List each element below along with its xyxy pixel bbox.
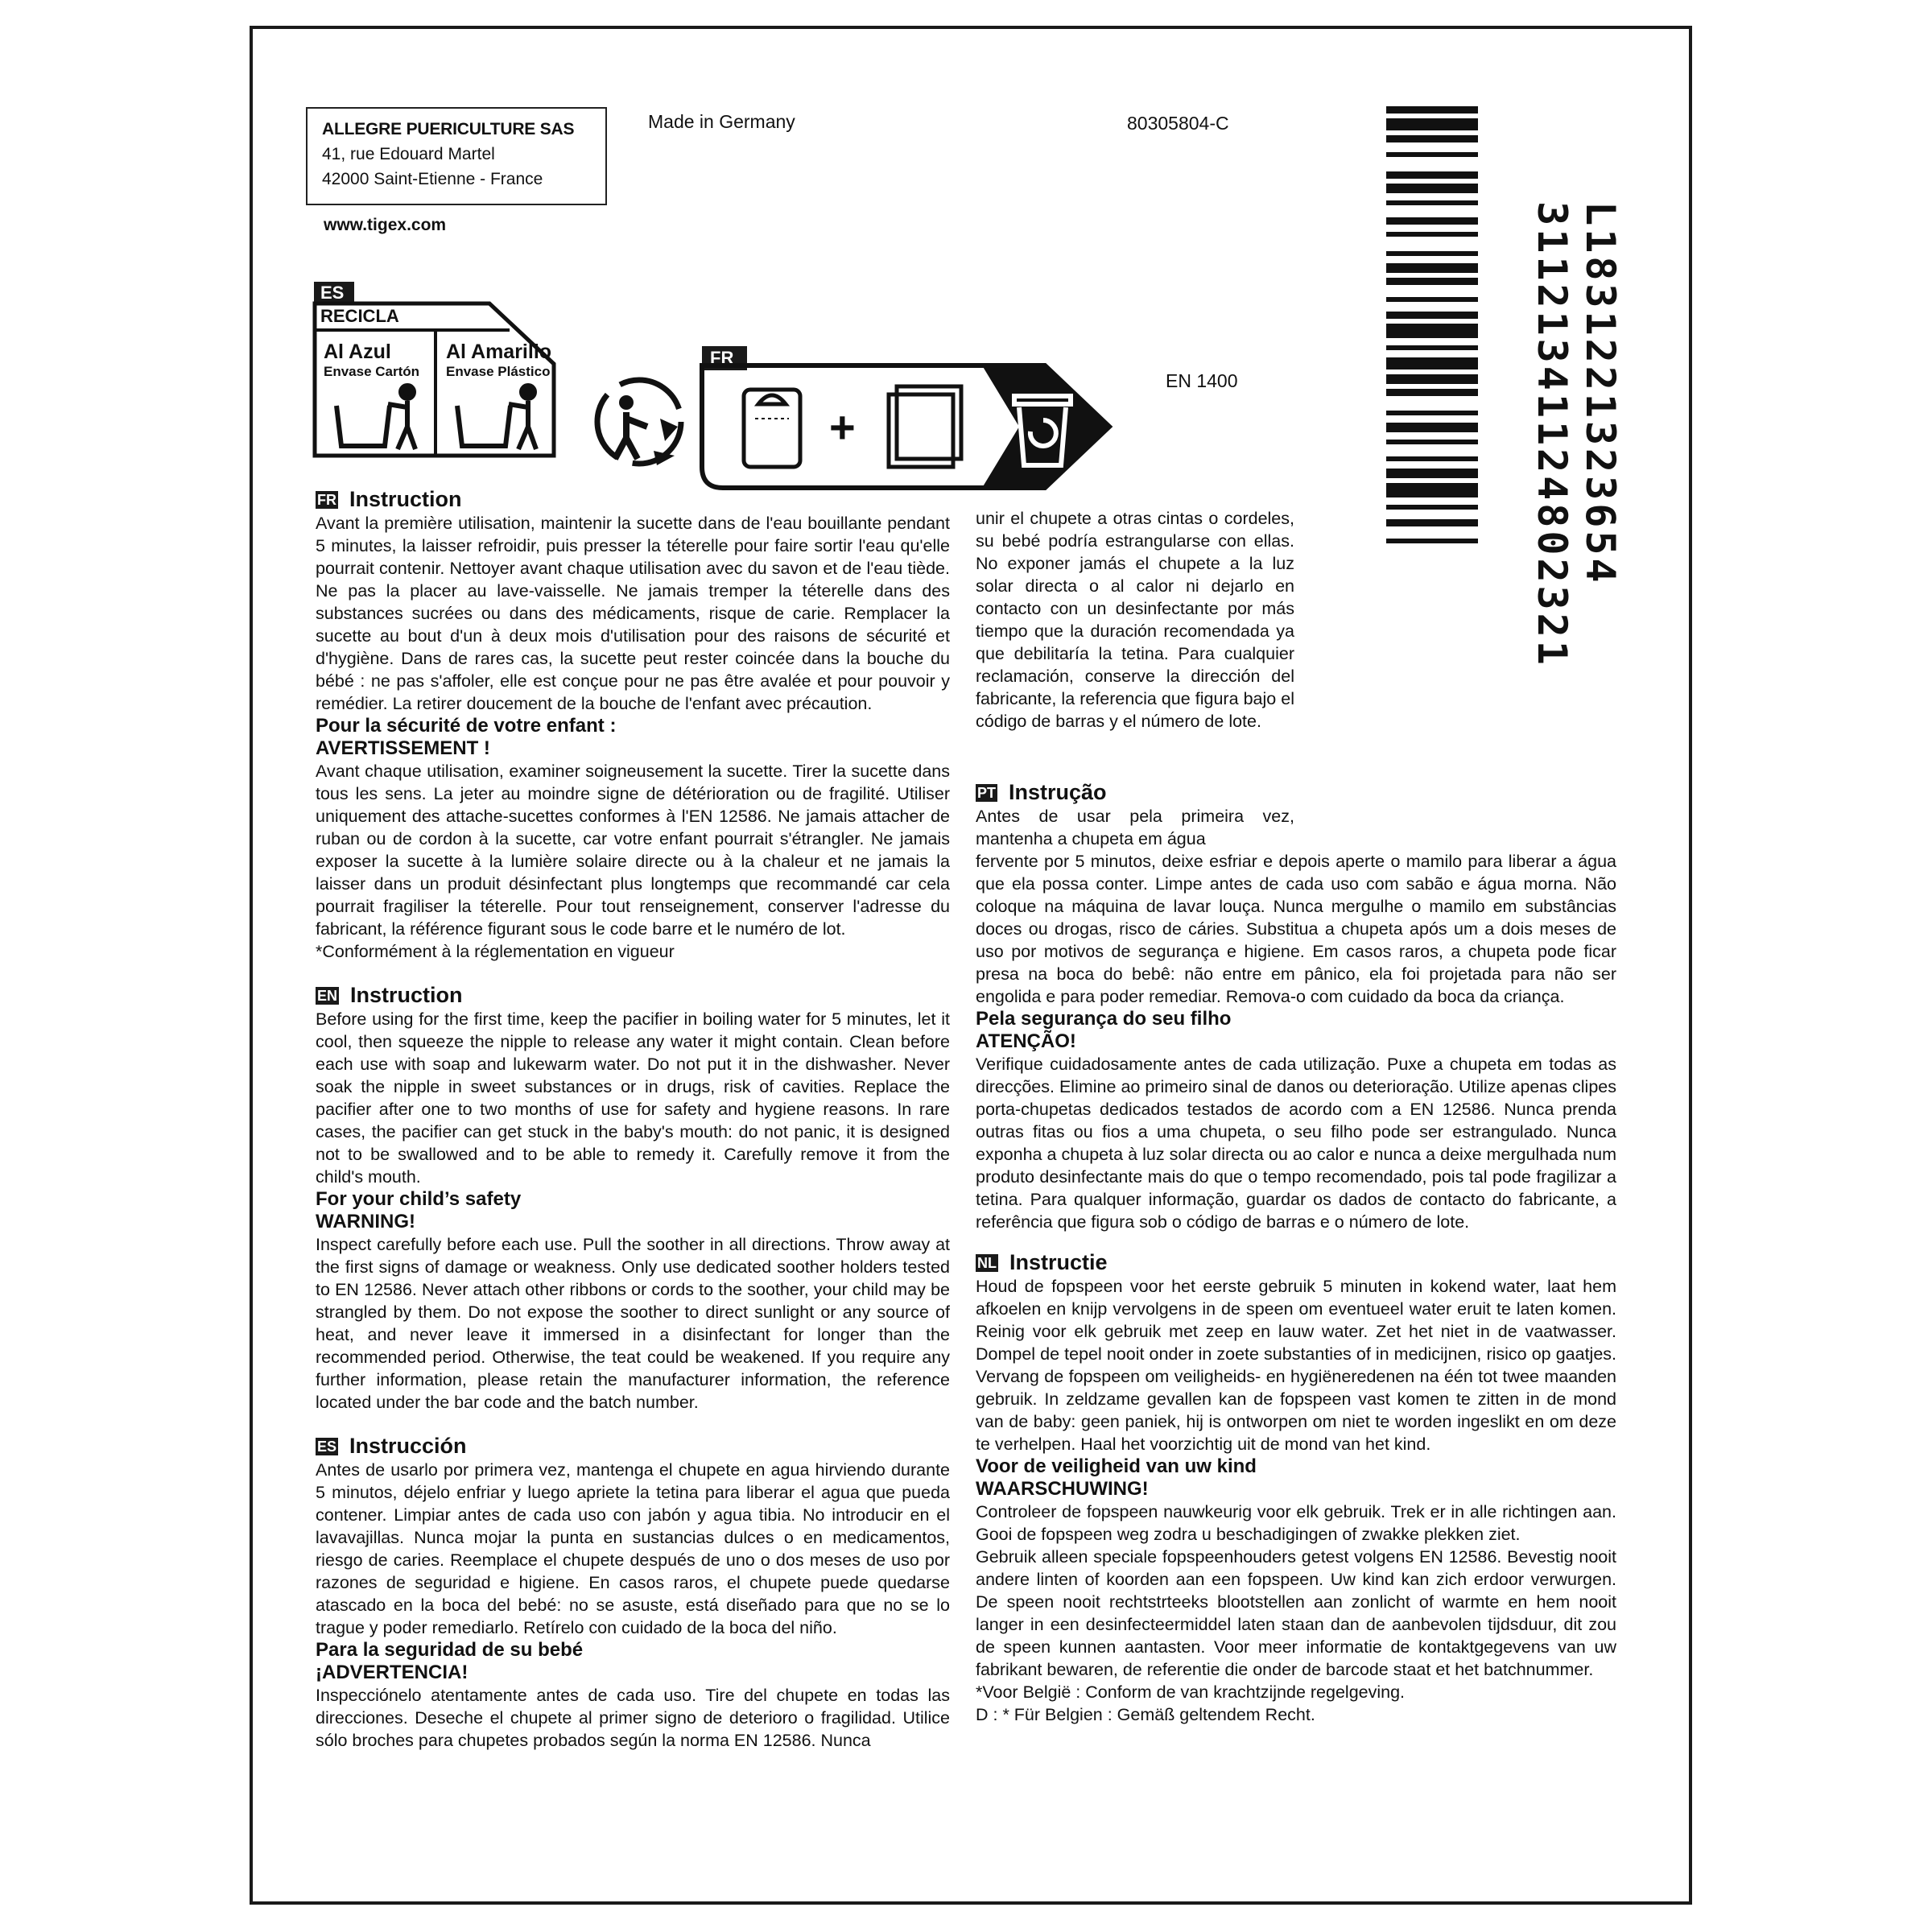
barcode-bar (1386, 483, 1478, 497)
al-amarillo-title: Al Amarillo (446, 341, 552, 363)
fr-safety: Pour la sécurité de votre enfant : (316, 715, 617, 737)
website[interactable]: www.tigex.com (324, 216, 447, 234)
en-instruction: Before using for the first time, keep the pacifier in boiling water for 5 minutes, let it cool, then squeeze the nipple to release any water it might contain. Clean before each use with soap and lukewarm water. Do not put it in the dishwasher. Never soak the nipple in sweet substances or in drugs, risk of cavities. Replace the pacifier after one to two months of use for safety and hygiene reasons. In rare cases, the pacifier can get stuck in the baby's mouth: do not panic, it is designed not to be swallowed and to be able to remedy it. Carefully remove it from the child's mouth. (316, 1009, 950, 1187)
barcode-bar (1386, 200, 1478, 205)
barcode-bar (1386, 389, 1478, 396)
fr-instruction: Avant la première utilisation, maintenir la sucette dans de l'eau bouillante pendant 5 minutes, la laisser refroidir, puis presser la téterelle pour faire sortir l'eau qu'elle pourrait contenir. Nettoyer avant chaque utilisation avec du savon et de l'eau tiède. Ne pas la placer au lave-vaisselle. Ne jamais tremper la téterelle dans des substances sucrées ou dans des médicaments, risque de carie. Remplacer la sucette au bout d'un à deux mois d'utilisation pour des raisons de sécurité et d'hygiène. Dans de rares cas, la sucette peut rester coincée dans la bouche du bébé : ne pas s'affoler, elle est conçue pour ne pas être avalée et pour pouvoir y remédier. La retirer doucement de la bouche de l'enfant avec précaution. (316, 514, 950, 713)
al-azul-sub: Envase Cartón (324, 364, 420, 379)
nl-warning-text-2: Gebruik alleen speciale fopspeenhouders getest volgens EN 12586. Bevestig nooit andere linten of koorden aan een fopspeen. Uw kind kan zich erdoor verwurgen. De speen nooit rechtstrteeks blootstellen aan zonlicht of warmte en hem nooit langer in een desinfecteermiddel laten staan dan de aanbevolen tijdsduur, dit zou de speen kunnen aantasten. Voor meer informatie de kontaktgegevens van uw fabrikant bewaren, de referentie die onder de barcode staat et het batchnummer. (976, 1547, 1616, 1679)
barcode-bar (1386, 456, 1478, 461)
barcode-bar (1386, 263, 1478, 273)
fr-badge: FR (317, 492, 336, 508)
barcode-bar (1386, 312, 1478, 319)
nl-instruction: Houd de fopspeen voor het eerste gebruik 5 minuten in kokend water, laat hem afkoelen en knijp vervolgens in de speen om eventueel water eruit te laten komen. Reinig voor elk gebruik met zeep en lauw water. Zet het niet in de vaatwasser. Dompel de tepel nooit onder in zoete substanties of in medicijnen, risico op gaatjes. Vervang de fopspeen om veiligheids- en hygiëneredenen na één tot twee maanden gebruik. In zeldzame gevallen kan de fopspeen vast komen te zitten in de mond van de baby: geen paniek, hij is ontworpen om niet te worden ingeslikt en om deze te verhelpen. Haal het voorzichtig uit de mond van het kind. (976, 1277, 1616, 1454)
al-azul-title: Al Azul (324, 341, 391, 363)
barcode-bar (1386, 232, 1478, 237)
company-street: 41, rue Edouard Martel (322, 145, 495, 163)
es-safety: Para la seguridad de su bebé (316, 1639, 584, 1661)
nl-footnote-be: *Voor België : Conform de van krachtzijnde regelgeving. (976, 1682, 1406, 1702)
nl-safety: Voor de veiligheid van uw kind (976, 1455, 1257, 1477)
norm-label: EN 1400 (1166, 370, 1238, 391)
es-badge: ES (317, 1439, 337, 1455)
nl-warning-text-1: Controleer de fopspeen nauwkeurig voor elk gebruik. Trek er in alle richtingen aan. Gooi de fopspeen weg zodra u beschadigingen of zwakke plekken ziet. (976, 1502, 1616, 1544)
pt-instruction-a: Antes de usar pela primeira vez, mantenha a chupeta em água (976, 807, 1294, 848)
es-warning: ¡ADVERTENCIA! (316, 1662, 469, 1683)
left-column (316, 486, 950, 1752)
barcode-bar (1386, 345, 1478, 350)
paper-wrapper-icon (744, 390, 800, 467)
es-continuation: unir el chupete a otras cintas o cordeles, su bebé podría estrangularse con ellas. No exponer jamás el chupete a la luz solar directa o al calor ni dejarlo en contacto con un desinfectante por más tiempo que la duración recomendada ya que debilitaría la tetina. Para cualquier reclamación, conserve la dirección del fabricante, la referencia que figura bajo el código de barras y el número de lote. (976, 509, 1294, 731)
barcode-bar (1386, 469, 1478, 478)
right-column (976, 779, 1616, 1726)
fr-warning: AVERTISSEMENT ! (316, 737, 490, 759)
triman-icon (588, 370, 692, 475)
lot-number-block (1513, 169, 1642, 700)
pt-warning-text: Verifique cuidadosamente antes de cada utilização. Puxe a chupeta em todas as direcções. Elimine ao primeiro sinal de danos ou deterioração. Utilize apenas clipes porta-chupetas dedicados testados de acordo com a EN 12586. Nunca prenda outras fitas ou fios a uma chupeta, o seu filho pode ser estrangulado. Nunca exponha a chupeta à luz solar directa ou ao calor e nunca a deixe mergulhada num produto desinfectante mais do que o tempo recomendado, pois tal pode fragilizar a tetina. Para qualquer informação, guardar os dados de contacto do fabricante, a referência que figura sob o código de barras e o número de lote. (976, 1055, 1616, 1232)
fr-recycle-bar (699, 362, 1117, 491)
barcode-bar (1386, 278, 1478, 285)
al-amarillo-sub: Envase Plástico (446, 364, 551, 379)
barcode-bar (1386, 505, 1478, 510)
barcode (1386, 106, 1478, 686)
pt-safety: Pela segurança do seu filho (976, 1008, 1232, 1030)
en-warning: WARNING! (316, 1211, 415, 1232)
barcode-bar (1386, 217, 1478, 225)
pt-heading: PT Instrução (977, 780, 1107, 804)
es-heading: ES Instrucción (317, 1434, 467, 1458)
lot-line-1: L1831221323654 (1577, 201, 1624, 586)
barcode-bar (1386, 324, 1478, 338)
nl-heading: NL Instructie (977, 1250, 1108, 1274)
fr-heading: FR Instruction (317, 487, 462, 511)
recicla-title: RECICLA (320, 306, 399, 326)
barcode-bar (1386, 423, 1478, 432)
barcode-bar (1386, 118, 1478, 130)
pt-badge: PT (977, 785, 997, 801)
barcode-bar (1386, 519, 1478, 526)
fr-recycle-badge: FR (702, 346, 747, 370)
es-recycle-badge: ES (314, 282, 354, 304)
en-warning-text: Inspect carefully before each use. Pull the soother in all directions. Throw away at the first signs of damage or weakness. Only use dedicated soother holders tested to EN 12586. Never attach other ribbons or cords to the soother, your child may be strangled by them. Do not expose the soother to direct sunlight or any source of heat, and never leave it immersed in a disinfectant for longer than the recommended period. Otherwise, the teat could be weakened. If you require any further information, please retain the manufacturer information, the reference located under the bar code and the batch number. (316, 1235, 950, 1412)
svg-text:+: + (829, 402, 856, 452)
bin-person-icon-yellow (457, 386, 536, 449)
fr-footnote: *Conformément à la réglementation en vigueur (316, 942, 675, 961)
lot-line-2: 31121341124802321 (1529, 201, 1575, 668)
barcode-bar (1386, 411, 1478, 415)
barcode-bar (1386, 135, 1478, 142)
barcode-bar (1386, 374, 1478, 384)
barcode-bar (1386, 539, 1478, 543)
made-in: Made in Germany (648, 111, 795, 132)
barcode-bar (1386, 440, 1478, 444)
barcode-bar (1386, 357, 1478, 369)
box-icon (889, 386, 961, 467)
barcode-bar (1386, 184, 1478, 193)
es-continuation-column (976, 507, 1294, 733)
company-name: ALLEGRE PUERICULTURE SAS (322, 120, 575, 138)
bin-person-icon-blue (336, 386, 415, 449)
nl-badge: NL (977, 1255, 997, 1271)
barcode-bar (1386, 297, 1478, 302)
manufacturer-address (306, 107, 607, 205)
en-heading: EN Instruction (317, 983, 463, 1007)
en-safety: For your child’s safety (316, 1188, 522, 1210)
nl-footnote-de: D : * Für Belgien : Gemäß geltendem Recht. (976, 1705, 1315, 1724)
reference-code: 80305804-C (1127, 113, 1229, 134)
barcode-bar (1386, 152, 1478, 157)
company-city: 42000 Saint-Etienne - France (322, 170, 543, 188)
fr-warning-text: Avant chaque utilisation, examiner soigneusement la sucette. Tirer la sucette dans tous les sens. La jeter au moindre signe de détérioration ou de fragilité. Utiliser uniquement des attache-sucettes conformes à l'EN 12586. Ne jamais attacher de ruban ou de cordon à la sucette, car votre enfant pourrait s'étrangler. Ne jamais exposer la sucette à la lumière solaire directe ou à la chaleur et ne jamais la laisser dans un produit désinfectant plus longtemps que recommandé car cela pourrait fragiliser la téterelle. Pour tout renseignement, conserver l'adresse du fabricant, la référence figurant sous le code barre et le numéro de lot. (316, 762, 950, 939)
pt-instruction-b: fervente por 5 minutos, deixe esfriar e depois aperte o mamilo para liberar a água que ela possa conter. Limpe antes de cada uso com sabão e água morna. Não coloque na máquina de lavar louça. Nunca mergulhe o mamilo em substâncias doces ou drogas, risco de cáries. Substitua a chupeta após um a dois meses de uso por motivos de segurança e higiene. Em casos raros, a chupeta pode ficar presa na boca do bebê: não entre em pânico, ela foi projetada para não ser engolida e para poder remediar. Remova-o com cuidado da boca da criança. (976, 852, 1616, 1006)
pt-warning: ATENÇÃO! (976, 1030, 1076, 1052)
barcode-bar (1386, 251, 1478, 256)
nl-warning: WAARSCHUWING! (976, 1478, 1149, 1500)
es-warning-text: Inspecciónelo atentamente antes de cada uso. Tire del chupete en todas las direcciones. Deseche el chupete al primer signo de deterioro o fragilidad. Utilice sólo broches para chupetes probados según la norma EN 12586. Nunca (316, 1686, 950, 1750)
en-badge: EN (317, 988, 338, 1004)
barcode-bar (1386, 106, 1478, 114)
es-instruction: Antes de usarlo por primera vez, mantenga el chupete en agua hirviendo durante 5 minutos, déjelo enfriar y luego apriete la tetina para liberar el agua que pueda contener. Limpiar antes de cada uso con jabón y agua tibia. No introducir en el lavavajillas. Nunca mojar la punta en sustancias dulces o en medicamentos, riesgo de caries. Reemplace el chupete después de uno o dos meses de uso por razones de seguridad e higiene. En casos raros, el chupete puede quedarse atascado en la boca del bebé: no se asuste, está diseñado para que no se lo trague y poder remediarlo. Retírelo con cuidado de la boca del niño. (316, 1460, 950, 1637)
barcode-bar (1386, 171, 1478, 179)
